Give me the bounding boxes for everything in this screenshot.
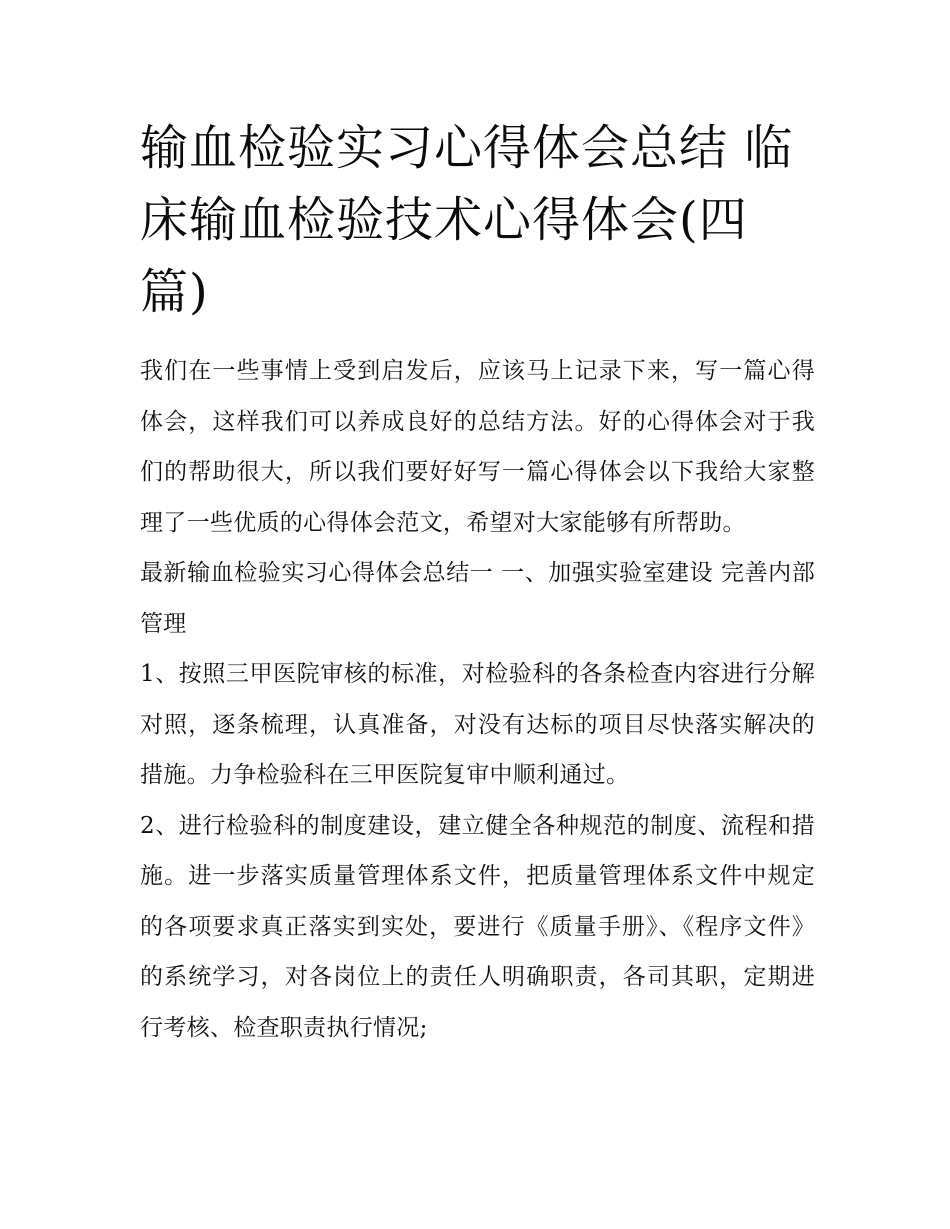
intro-paragraph: 我们在一些事情上受到启发后，应该马上记录下来，写一篇心得体会，这样我们可以养成良好的总结方法。好的心得体会对于我们的帮助很大，所以我们要好好写一篇心得体会以下我给大家整理了一些优质的心得体会范文，希望对大家能够有所帮助。 — [140, 358, 815, 536]
list-item-2: 2、进行检验科的制度建设，建立健全各种规范的制度、流程和措施。进一步落实质量管理体系文件，把质量管理体系文件中规定的各项要求真正落实到实处，要进行《质量手册》、《程序文件》的系统学习，对各岗位上的责任人明确职责，各司其职，定期进行考核、检查职责执行情况; — [140, 812, 815, 1041]
document-title: 输血检验实习心得体会总结 临床输血检验技术心得体会(四篇) — [140, 120, 794, 320]
document-page — [140, 112, 815, 1053]
list-item-1: 1、按照三甲医院审核的标准，对检验科的各条检查内容进行分解对照，逐条梳理，认真准备，对没有达标的项目尽快落实解决的措施。力争检验科在三甲医院复审中顺利通过。 — [140, 661, 815, 788]
section-heading: 最新输血检验实习心得体会总结一 一、加强实验室建设 完善内部管理 — [140, 560, 815, 637]
